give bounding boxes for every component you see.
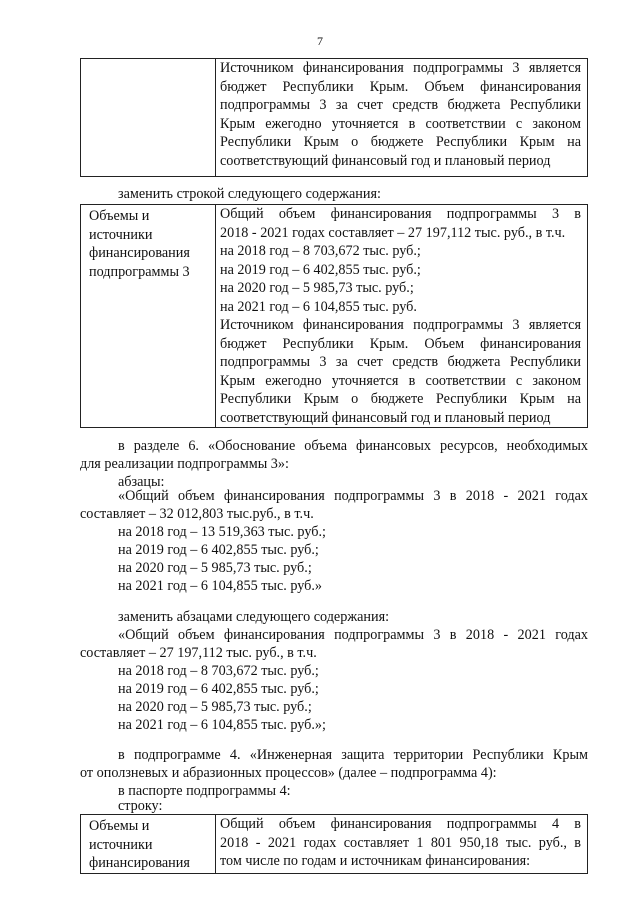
section6-heading-line1: в разделе 6. «Обоснование объема финансовых ресурсов, необходимых (118, 438, 588, 454)
paragraphs-label: абзацы: (118, 474, 165, 490)
page-number: 7 (317, 34, 323, 48)
table-line: на 2019 год – 6 402,855 тыс. руб.; (220, 261, 421, 278)
table-line: соответствующий финансовый год и плановый период (220, 152, 551, 169)
new-year-2018: на 2018 год – 8 703,672 тыс. руб.; (118, 663, 319, 679)
table-label-line: Объемы и (89, 818, 150, 834)
old-year-2020: на 2020 год – 5 985,73 тыс. руб.; (118, 560, 312, 576)
old-year-2021: на 2021 год – 6 104,855 тыс. руб.» (118, 578, 323, 594)
table-line: 2018 - 2021 годах составляет – 27 197,112 тыс. руб., в т.ч. (220, 224, 566, 241)
table-line: на 2020 год – 5 985,73 тыс. руб.; (220, 280, 414, 296)
passport-label: в паспорте подпрограммы 4: (118, 783, 291, 799)
old-total-line2: составляет – 32 012,803 тыс.руб., в т.ч. (80, 506, 314, 522)
table-line: бюджет Республики Крым. Объем финансирования (220, 78, 581, 95)
table-line: Источником финансирования подпрограммы 3 является (220, 317, 581, 333)
row-label: строку: (118, 798, 163, 814)
table-left-cell (81, 815, 216, 874)
table-line: подпрограммы 3 за счет средств бюджета Республики (220, 354, 581, 370)
table-left-cell (81, 59, 216, 177)
table-line: соответствующий финансовый год и плановый период (220, 409, 551, 426)
funding-table-new (80, 204, 588, 428)
subprogram4-line2: от оползневых и абразионных процессов» (далее – подпрограмма 4): (80, 765, 497, 781)
table-right-cell (216, 815, 588, 874)
new-year-2020: на 2020 год – 5 985,73 тыс. руб.; (118, 699, 312, 715)
table-label-line: финансирования (89, 245, 190, 261)
table-line: Республики Крым о бюджете Республики Крым на (220, 391, 581, 407)
subprogram4-line1: в подпрограмме 4. «Инженерная защита территории Республики Крым (118, 747, 588, 763)
table-label-line: финансирования (89, 855, 190, 871)
table-line: на 2021 год – 6 104,855 тыс. руб. (220, 298, 417, 315)
old-year-2019: на 2019 год – 6 402,855 тыс. руб.; (118, 542, 319, 558)
table-label-line: источники (89, 836, 153, 853)
table-label-line: источники (89, 226, 153, 243)
new-year-2021: на 2021 год – 6 104,855 тыс. руб.»; (118, 717, 326, 733)
table-left-cell (81, 205, 216, 428)
table-right-cell (216, 59, 588, 177)
old-total-line1: «Общий объем финансирования подпрограммы 3 в 2018 - 2021 годах (118, 488, 588, 504)
table-line: Общий объем финансирования подпрограммы 4 в (220, 816, 581, 832)
section6-heading-line2: для реализации подпрограммы 3»: (80, 456, 289, 472)
new-total-line1: «Общий объем финансирования подпрограммы 3 в 2018 - 2021 годах (118, 627, 588, 643)
table-line: Крым ежегодно уточняется в соответствии с законом (220, 372, 581, 389)
replace-paragraphs-instruction: заменить абзацами следующего содержания: (118, 609, 390, 625)
table-line: Общий объем финансирования подпрограммы 3 в (220, 206, 581, 222)
old-year-2018: на 2018 год – 13 519,363 тыс. руб.; (118, 524, 326, 540)
table-label-line: подпрограммы 3 (89, 263, 190, 280)
table-line: том числе по годам и источникам финансирования: (220, 853, 531, 869)
replace-row-instruction: заменить строкой следующего содержания: (118, 186, 381, 202)
table-line: на 2018 год – 8 703,672 тыс. руб.; (220, 243, 421, 259)
new-year-2019: на 2019 год – 6 402,855 тыс. руб.; (118, 681, 319, 697)
table-line: 2018 - 2021 годах составляет 1 801 950,18 тыс. руб., в (220, 834, 581, 851)
new-total-line2: составляет – 27 197,112 тыс. руб., в т.ч. (80, 645, 317, 661)
table-line: Источником финансирования подпрограммы 3 является (220, 60, 581, 76)
table-label-line: Объемы и (89, 208, 150, 224)
funding-table-subprogram4 (80, 814, 588, 874)
funding-table-old-fragment (80, 58, 588, 177)
table-line: Республики Крым о бюджете Республики Крым на (220, 134, 581, 150)
table-right-cell (216, 205, 588, 428)
table-line: Крым ежегодно уточняется в соответствии с законом (220, 115, 581, 132)
table-line: бюджет Республики Крым. Объем финансирования (220, 335, 581, 352)
table-line: подпрограммы 3 за счет средств бюджета Республики (220, 97, 581, 113)
